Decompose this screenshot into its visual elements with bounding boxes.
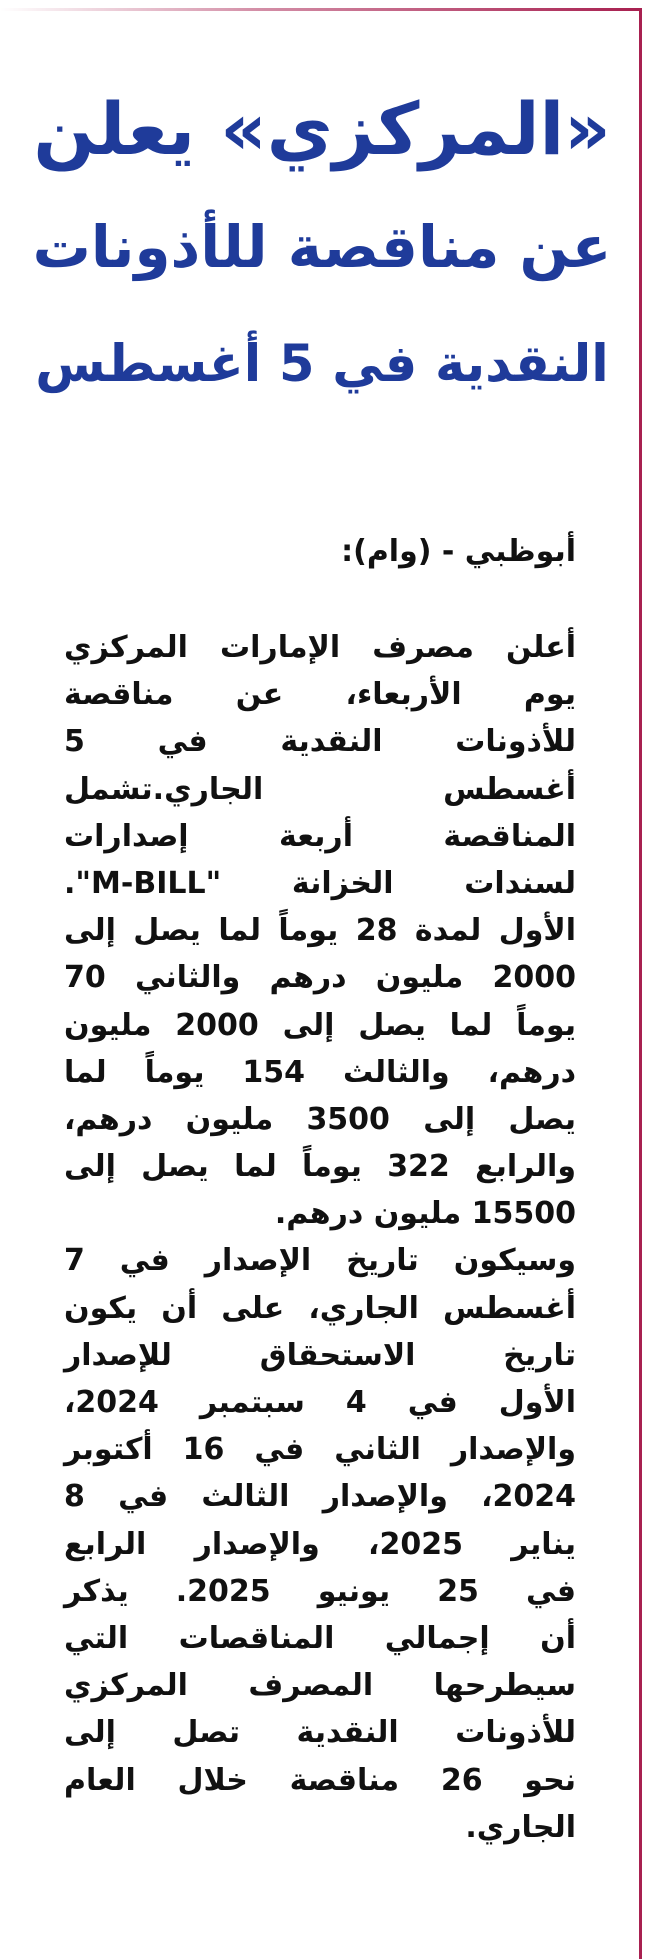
body-line: والإصدار الثاني في 16 أكتوبر — [64, 1432, 576, 1468]
headline-line: عن مناقصة للأذونات — [32, 213, 612, 281]
body-line: أغسطس الجاري.تشمل — [64, 771, 576, 807]
body-line: يوم الأربعاء، عن مناقصة — [64, 677, 576, 713]
headline-line: «المركزي» يعلن — [33, 87, 611, 171]
body-line: تاريخ الاستحقاق للإصدار — [64, 1337, 576, 1373]
top-border-rule — [0, 8, 640, 11]
body-line: للأذونات النقدية في 5 — [64, 724, 576, 760]
body-line: 2024، والإصدار الثالث في 8 — [64, 1479, 576, 1515]
body-line: والرابع 322 يوماً لما يصل إلى — [64, 1149, 576, 1185]
body-line: وسيكون تاريخ الإصدار في 7 — [64, 1243, 576, 1279]
headline-line: النقدية في 5 أغسطس — [35, 335, 609, 394]
body-line: يصل إلى 3500 مليون درهم، — [64, 1101, 576, 1137]
body-line: الجاري. — [465, 1809, 576, 1845]
body-line: للأذونات النقدية تصل إلى — [64, 1715, 576, 1751]
body-line: نحو 26 مناقصة خلال العام — [64, 1762, 576, 1798]
body-line: 2000 مليون درهم والثاني 70 — [64, 960, 576, 996]
body-line: أغسطس الجاري، على أن يكون — [64, 1290, 576, 1326]
article-dateline: أبوظبي - (وام): — [341, 534, 576, 569]
body-line: الأول لمدة 28 يوماً لما يصل إلى — [64, 913, 576, 949]
right-border-rule — [639, 8, 642, 1959]
body-line: 15500 مليون درهم. — [274, 1196, 576, 1232]
body-line: أعلن مصرف الإمارات المركزي — [64, 630, 576, 665]
body-line: يناير 2025، والإصدار الرابع — [64, 1526, 576, 1562]
body-line: المناقصة أربعة إصدارات — [64, 818, 576, 854]
body-line: الأول في 4 سبتمبر 2024، — [64, 1385, 576, 1420]
article-headline — [32, 70, 612, 424]
body-line: درهم، والثالث 154 يوماً لما — [64, 1054, 576, 1090]
body-line: لسندات الخزانة "M-BILL". — [64, 865, 576, 901]
body-line: في 25 يونيو 2025. يذكر — [64, 1573, 576, 1609]
article-body — [64, 624, 576, 1851]
body-line: أن إجمالي المناقصات التي — [64, 1620, 576, 1656]
body-line: سيطرحها المصرف المركزي — [64, 1668, 576, 1704]
body-line: يوماً لما يصل إلى 2000 مليون — [64, 1007, 576, 1043]
